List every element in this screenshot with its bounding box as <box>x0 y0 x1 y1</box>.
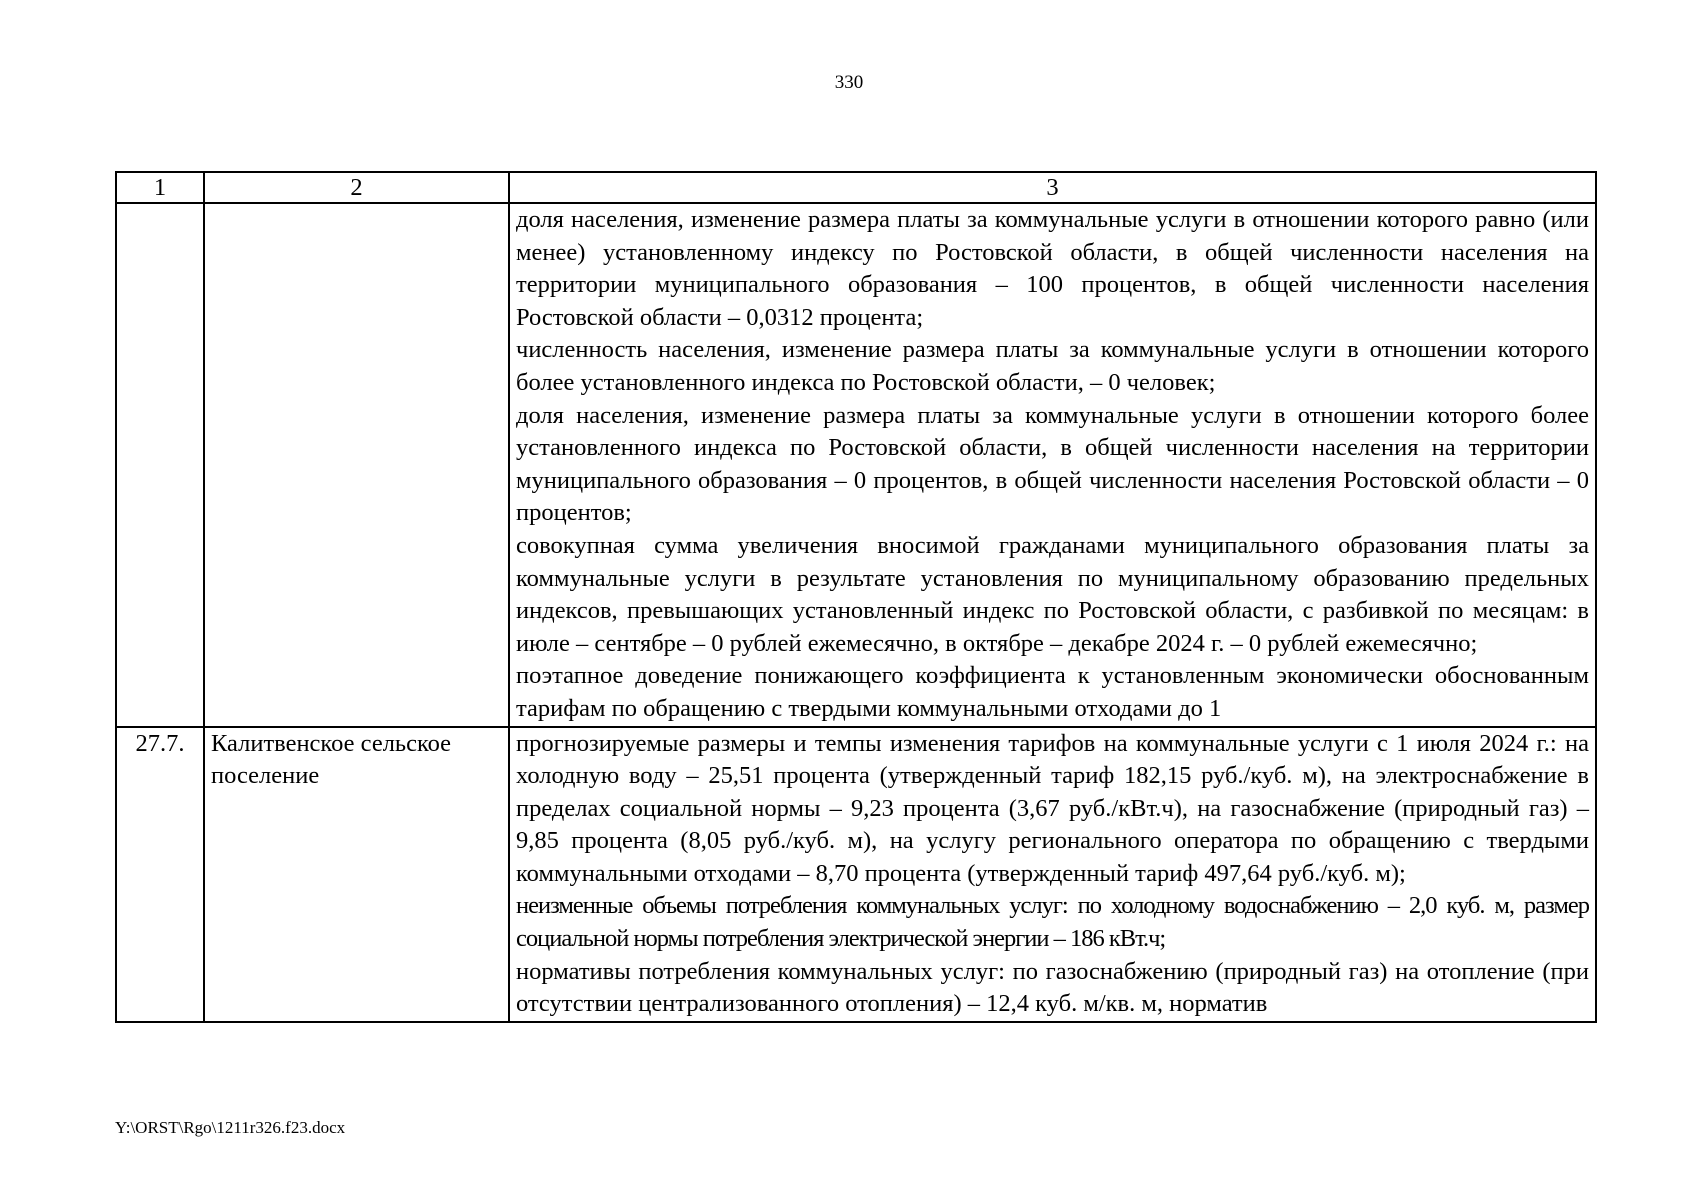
cell-name <box>204 727 509 1022</box>
table-row-continued <box>116 203 1596 727</box>
row-number: 27.7. <box>135 729 185 757</box>
tariff-table <box>115 171 1597 1023</box>
cell-number-empty <box>116 203 204 727</box>
column-header-2: 2 <box>204 172 509 203</box>
paragraph: доля населения, изменение размера платы за коммунальные услуги в отношении которого равно (или менее) установленному индексу по Ростовской области, в общей численности населения на территории муниципального образования – 100 процентов, в общей численности населения Ростовской области – 0,0312 процента; <box>516 206 1589 331</box>
table-header-row <box>116 172 1596 203</box>
paragraph: поэтапное доведение понижающего коэффициента к установленным экономически обоснованным тарифам по обращению с твердыми коммунальными отходами до 1 <box>516 662 1589 722</box>
cell-name-empty <box>204 203 509 727</box>
column-header-1: 1 <box>116 172 204 203</box>
table-row-27-7 <box>116 727 1596 1022</box>
paragraph: доля населения, изменение размера платы за коммунальные услуги в отношении которого более установленного индекса по Ростовской области, в общей численности населения на территории муниципального образования – 0 процентов, в общей численности населения Ростовской области – 0 процентов; <box>516 401 1589 527</box>
settlement-name: Калитвенское сельское поселение <box>211 729 452 790</box>
paragraph: прогнозируемые размеры и темпы изменения тарифов на коммунальные услуги с 1 июля 2024 г.: на холодную воду – 25,51 процента (утвержденный тариф 182,15 руб./куб. м), на электроснабжение в пределах социальной нормы – 9,23 процента (3,67 руб./кВт.ч), на газоснабжение (природный газ) – 9,85 процента (8,05 руб./куб. м), на услугу регионального оператора по обращению с твердыми коммунальными отходами – 8,70 процента (утвержденный тариф 497,64 руб./куб. м); <box>516 729 1589 887</box>
page-number: 330 <box>834 72 864 93</box>
paragraph: нормативы потребления коммунальных услуг: по газоснабжению (природный газ) на отопление (при отсутствии централизованного отопления) – 12,4 куб. м/кв. м, норматив <box>516 957 1589 1018</box>
paragraph: совокупная сумма увеличения вносимой гражданами муниципального образования платы за коммунальные услуги в результате установления по муниципальному образованию предельных индексов, превышающих установленный индекс по Ростовской области, с разбивкой по месяцам: в июле – сентябре – 0 рублей ежемесячно, в октябре – декабре 2024 г. – 0 рублей ежемесячно; <box>516 531 1589 657</box>
paragraph: численность населения, изменение размера платы за коммунальные услуги в отношении которого более установленного индекса по Ростовской области, – 0 человек; <box>516 336 1589 396</box>
footer-file-path: Y:\ORST\Rgo\1211r326.f23.docx <box>115 1118 346 1137</box>
paragraph: неизменные объемы потребления коммунальных услуг: по холодному водоснабжению – 2,0 куб. м, размер социальной нормы потребления электрической энергии – 186 кВт.ч; <box>516 892 1589 953</box>
cell-description-continued <box>509 203 1596 727</box>
cell-description <box>509 727 1596 1022</box>
cell-number <box>116 727 204 1022</box>
column-header-3: 3 <box>509 172 1596 203</box>
